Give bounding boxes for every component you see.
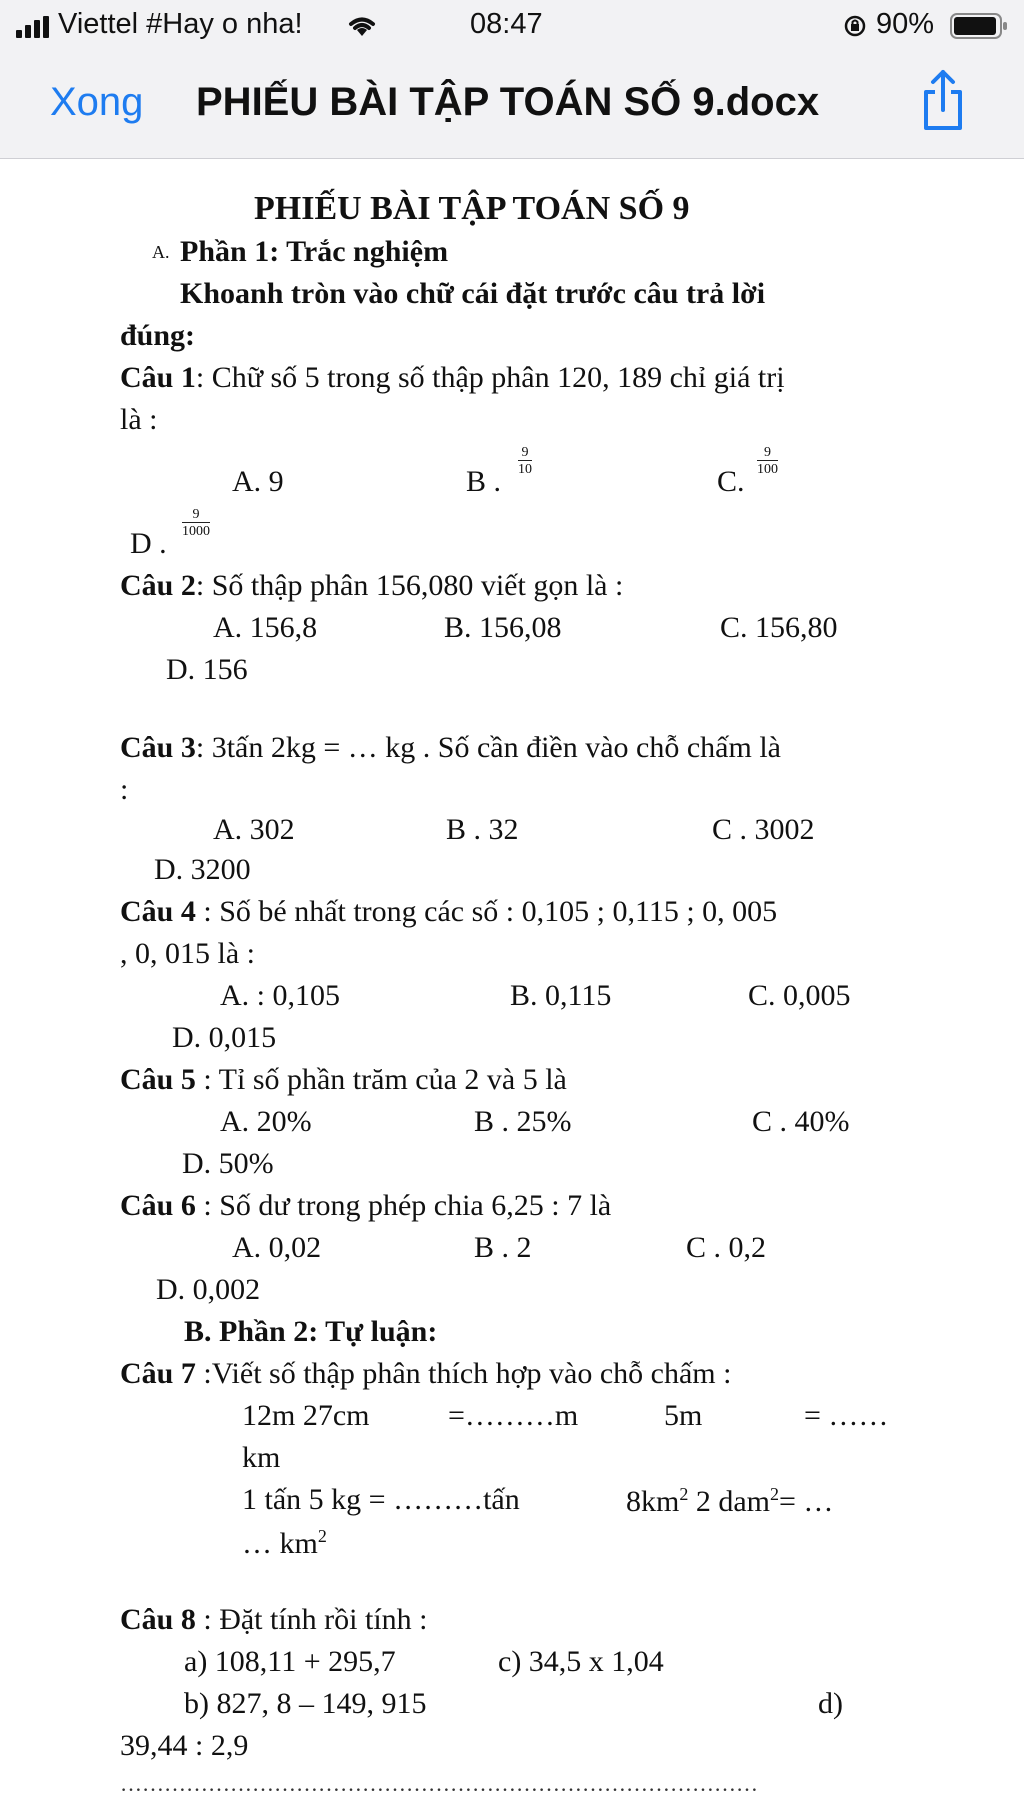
q2-option-b: B. 156,08 — [444, 611, 562, 644]
document-title: PHIẾU BÀI TẬP TOÁN SỐ 9.docx — [196, 80, 820, 124]
q6-option-b: B . 2 — [474, 1231, 532, 1264]
q7-item2-blank: = …… — [804, 1399, 889, 1432]
time-label: 08:47 — [470, 8, 543, 40]
q6-option-a: A. 0,02 — [232, 1231, 322, 1264]
battery-label: 90% — [876, 8, 935, 40]
q7-item4-unit: … $km^2$ — [242, 1526, 327, 1560]
question-6 — [120, 1191, 611, 1221]
question-1-label: Câu 1 — [120, 361, 196, 394]
q1-option-d: D . — [130, 527, 167, 560]
question-2-text: : Số thập phân 156,080 viết gọn là : — [195, 569, 624, 602]
q8-item-b: b) 827, 8 – 149, 915 — [184, 1687, 427, 1720]
q3-option-b: B . 32 — [446, 813, 519, 846]
question-5 — [120, 1065, 567, 1095]
answer-dots-line: …………………………………………………………………………… — [120, 1771, 758, 1796]
q8-item-d: d) — [818, 1687, 843, 1720]
question-7-label: Câu 7 — [120, 1357, 196, 1390]
question-5-text: : Tỉ số phần trăm của 2 và 5 là — [195, 1063, 567, 1096]
question-8-text: : Đặt tính rồi tính : — [195, 1603, 428, 1636]
instruction-line2: đúng: — [120, 319, 196, 352]
question-1-text: : Chữ số 5 trong số thập phân 120, 189 chỉ giá trị — [195, 361, 785, 394]
q8-item-a: a) 108,11 + 295,7 — [184, 1645, 396, 1678]
part1-prefix: A. — [152, 242, 170, 262]
q8-item-c: c) 34,5 x 1,04 — [498, 1645, 664, 1678]
q6-option-c: C . 0,2 — [686, 1231, 767, 1264]
q1-option-b-fraction: $\frac{9}{10}$ — [518, 445, 532, 478]
q7-item4: $8km^2$ 2 dam$^2$= … — [626, 1484, 834, 1518]
q5-option-d: D. 50% — [182, 1147, 274, 1180]
question-7-text: :Viết số thập phân thích hợp vào chỗ chấm : — [195, 1357, 732, 1390]
question-5-label: Câu 5 — [120, 1063, 196, 1096]
q2-option-d: D. 156 — [166, 653, 248, 686]
share-icon[interactable] — [918, 68, 968, 132]
status-bar — [0, 0, 1024, 52]
q5-option-b: B . 25% — [474, 1105, 572, 1138]
question-4 — [120, 897, 777, 927]
q1-option-a: A. 9 — [232, 465, 284, 498]
part1-heading: Phần 1: Trắc nghiệm — [180, 235, 449, 268]
q6-option-d: D. 0,002 — [156, 1273, 261, 1306]
question-3-text: : 3tấn 2kg = … kg . Số cần điền vào chỗ chấm là — [195, 731, 781, 764]
question-2-label: Câu 2 — [120, 569, 196, 602]
q5-option-c: C . 40% — [752, 1105, 850, 1138]
q4-option-b: B. 0,115 — [510, 979, 612, 1012]
q3-option-c: C . 3002 — [712, 813, 815, 846]
q5-option-a: A. 20% — [220, 1105, 312, 1138]
orientation-lock-icon — [843, 14, 867, 38]
nav-bar — [0, 52, 1024, 159]
q7-item2-left: 5m — [664, 1399, 703, 1432]
q1-option-d-fraction: $\frac{9}{1000}$ — [182, 507, 210, 540]
wifi-icon — [345, 12, 379, 38]
question-3 — [120, 733, 781, 763]
q1-option-c: C. — [717, 465, 745, 498]
q1-option-c-fraction: $\frac{9}{100}$ — [757, 445, 778, 478]
q3-option-a: A. 302 — [213, 813, 295, 846]
instruction-line1: Khoanh tròn vào chữ cái đặt trước câu trả lời — [180, 277, 766, 310]
question-4-text: : Số bé nhất trong các số : 0,105 ; 0,115 ; 0, 005 — [195, 895, 778, 928]
done-button[interactable]: Xong — [50, 80, 144, 124]
q2-option-c: C. 156,80 — [720, 611, 838, 644]
question-4-text-cont: , 0, 015 là : — [120, 937, 255, 970]
document-page — [0, 159, 1024, 1820]
question-2 — [120, 571, 623, 601]
q8-item-d-expression: 39,44 : 2,9 — [120, 1729, 249, 1762]
q1-option-b: B . — [466, 465, 502, 498]
question-3-label: Câu 3 — [120, 731, 196, 764]
q4-option-a: A. : 0,105 — [220, 979, 340, 1012]
doc-title: PHIẾU BÀI TẬP TOÁN SỐ 9 — [254, 190, 690, 227]
part2-heading: B. Phần 2: Tự luận: — [184, 1315, 438, 1348]
q4-option-d: D. 0,015 — [172, 1021, 277, 1054]
question-6-text: : Số dư trong phép chia 6,25 : 7 là — [195, 1189, 612, 1222]
q7-item2-unit: km — [242, 1441, 281, 1474]
q4-option-c: C. 0,005 — [748, 979, 851, 1012]
q7-item3: 1 tấn 5 kg = ………tấn — [242, 1483, 520, 1516]
question-1-text-cont: là : — [120, 403, 158, 436]
carrier-label: Viettel #Hay o nha! — [58, 8, 303, 40]
q2-option-a: A. 156,8 — [213, 611, 318, 644]
question-8-label: Câu 8 — [120, 1603, 196, 1636]
q7-item1-left: 12m 27cm — [242, 1399, 370, 1432]
q7-item1-blank: =………m — [448, 1399, 579, 1432]
question-8 — [120, 1605, 428, 1635]
question-7 — [120, 1359, 731, 1389]
signal-icon — [16, 16, 50, 38]
question-6-label: Câu 6 — [120, 1189, 196, 1222]
battery-icon — [950, 13, 1008, 39]
question-4-label: Câu 4 — [120, 895, 196, 928]
q3-option-d: D. 3200 — [154, 853, 251, 886]
question-1 — [120, 363, 785, 393]
question-3-text-cont: : — [120, 773, 129, 806]
